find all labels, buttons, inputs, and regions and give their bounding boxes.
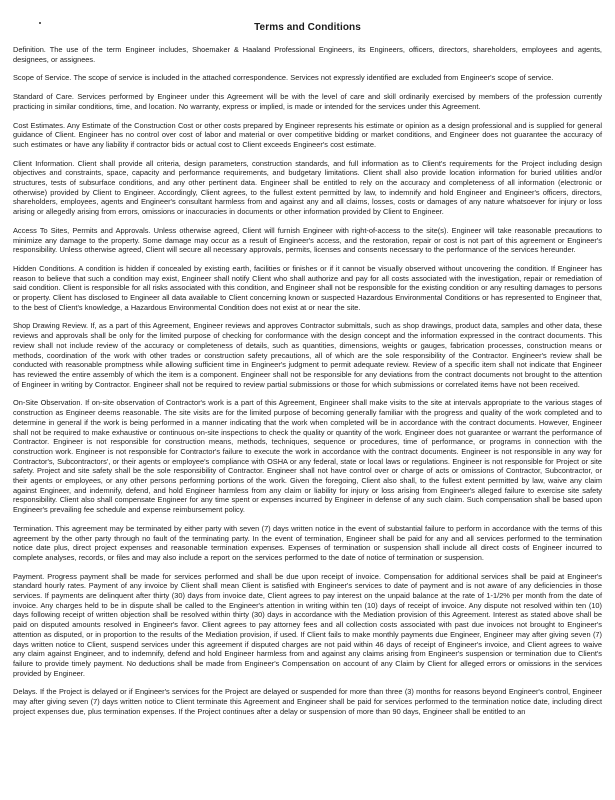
document-body [13,45,602,716]
paragraph-payment: Payment. Progress payment shall be made for services performed and shall be due upon receipt of invoice. Compensation for additional services shall be paid at Engineer's standard hourly rates. Payment of any invoice by Client shall mean Client is satisfied with Engineer's services to date of payment and is not aware of any deficiencies in those services. If payments are delinquent after thirty (30) days from invoice date, Client agrees to pay interest on the unpaid balance at the rate of 1-1/2% per month from the date of invoice. Any charges held to be in dispute shall be called to the Engineer's attention in writing within ten (10) days of receipt of invoice. Any dispute not resolved within ten (10) days following receipt of written objection shall be resolved within thirty (30) days in accordance with the Mediation provision of this Agreement. Interest as stated above shall be paid on disputed amounts resolved in Engineer's favor. Client agrees to pay attorney fees and all collection costs associated with past due invoices not brought to Engineer's attention as disputed, or in proportion to the results of the Mediation provision, if used. If Client fails to make monthly payments due Engineer, Engineer may after giving seven (7) days written notice to Client, suspend services under this agreement if disputed charges are not paid within 46 days of receipt of Engineer's invoice, and Client agrees to waive any claim against Engineer, and to indemnify, defend and hold Engineer harmless from and against any claims arising from Engineer's suspension or termination due to Client's failure to provide timely payment. No deductions shall be made from Engineer's Compensation on account of any Claim by Client for alleged errors or omissions in the services provided by Engineer. [13,571,602,678]
page-title: Terms and Conditions [254,22,361,33]
paragraph-definition: Definition. The use of the term Engineer includes, Shoemaker & Haaland Professional Engineers, its Engineers, officers, directors, shareholders, employees and agents, designees, or assignees. [13,45,602,64]
scan-artifact-dot [39,22,41,24]
paragraph-standard-of-care: Standard of Care. Services performed by Engineer under this Agreement will be with the level of care and skill ordinarily exercised by members of the profession currently practicing in similar conditions, time, and location. No warranty, express or implied, is made or intended for the services under this Agreement. [13,92,602,111]
paragraph-delays: Delays. If the Project is delayed or if Engineer's services for the Project are delayed or suspended for more than three (3) months for reasons beyond Engineer's control, Engineer may after giving seven (7) days written notice to Client terminate this Agreement and Engineer shall be paid for services performed to the termination notice date, including direct project expenses due, plus termination expenses. If the Project continues after a delay or suspension of more than 90 days, Engineer shall be entitled to an [13,687,602,716]
paragraph-on-site-observation: On-Site Observation. If on-site observation of Contractor's work is a part of this Agreement, Engineer shall make visits to the site at intervals appropriate to the various stages of construction as Engineer deems reasonable. The site visits are for the limited purpose of becoming generally familiar with the progress and quality of the work completed and to determine in general if the work is being performed in a manner indicating that the work when completed will be in accordance with the contract documents. However, Engineer shall not be required to make exhaustive or continuous on-site inspections to check the quality or quantity of the work. Engineer does not guarantee or warrant the performance of Contractor. Engineer is not responsible for construction means, methods, techniques, sequence or procedures, time of performance, or programs in connection with the construction work. Engineer is not responsible for Contractor's failure to execute the work in accordance with the contract documents. Engineer is not responsible in any way for Contractor's, Subcontractors', or their agents or employee's compliance with OSHA or any federal, state or local laws or regulations. Engineer is not responsible for Project or site safety. Project and site safety shall be the sole responsibility of Contractor. Engineer shall not have control over or charge of acts or omissions of Contractor, Subcontractor, or their agents or employees, or any other persons performing portions of the work. Given the foregoing, Client also shall, to the fullest extent permitted by law, waive any claim against Engineer, and indemnify, defend, and hold Engineer harmless from any claim or liability for injury or loss arising from Engineer's alleged failure to exercise site safety responsibility. Client also shall compensate Engineer for any time spent or expenses incurred by Engineer in defense of any such claim. Such compensation shall be based upon Engineer's prevailing fee schedule and expense reimbursement policy. [13,398,602,515]
paragraph-client-information: Client Information. Client shall provide all criteria, design parameters, construction standards, and full information as to Client's requirements for the Project including design objectives and constraints, space, capacity and performance requirements, and budgetary limitations. Client shall also provide location information for buried utilities and/or structures, tests of subsurface conditions, and any other pertinent data. Engineer shall be entitled to rely on the accuracy and completeness of all information (electronic or otherwise) provided by Client to Engineer. Accordingly, Client agrees, to the fullest extent permitted by law, to indemnify and hold Engineer and Engineer's officers, directors, shareholders, employees, agents and Engineer's consultant harmless from and against any and all claims, losses, costs or damages of any nature whatsoever for injury or loss arising or allegedly arising from errors, omissions or inaccuracies in documents or other information provided by Client to Engineer. [13,158,602,217]
paragraph-shop-drawing-review: Shop Drawing Review. If, as a part of this Agreement, Engineer reviews and approves Contractor submittals, such as shop drawings, product data, samples and other data, these reviews and approvals shall be only for the limited purpose of checking for conformance with the design concept and the information expressed in the contract documents. This review shall not include review of the accuracy or completeness of details, such as quantities, dimensions, weights or gauges, fabrication processes, construction means or methods, coordination of the work with other trades or construction safety precautions, all of which are the sole responsibility of the Contractor. Engineer's review shall be conducted with reasonable promptness while allowing sufficient time in Engineer's judgment to permit adequate review. Review of a specific item shall not indicate that Engineer has reviewed the entire assembly of which the item is a component. Engineer shall not be responsible for any deviations from the contract documents not brought to the attention of Engineer in writing by Contractor. Engineer shall not be required to review partial submissions or those for which submissions or correlated items have not been received. [13,321,602,389]
paragraph-access-to-sites: Access To Sites, Permits and Approvals. Unless otherwise agreed, Client will furnish Engineer with right-of-access to the site(s). Engineer will take reasonable precautions to minimize any damage to the property. Some damage may occur as a result of Engineer's access, and the restoration, repair or cost is not part of this agreement or Engineer's responsibility. Unless otherwise agreed, Client will secure all necessary approvals, permits, licenses and consents necessary to the performance of the services hereunder. [13,225,602,255]
paragraph-scope-of-service: Scope of Service. The scope of service is included in the attached correspondence. Services not expressly identified are excluded from Engineer's scope of service. [13,73,554,83]
paragraph-hidden-conditions: Hidden Conditions. A condition is hidden if concealed by existing earth, facilities or finishes or if it cannot be visually observed without uncovering the condition. If Engineer has reason to believe that such a condition may exist, Engineer shall notify Client who shall authorize and pay for all costs associated with the investigation, repair or remediation of said condition. Client is responsible for all risks associated with this condition, and Engineer shall not be responsible for the existing condition or any resulting damages to persons or property. Client has disclosed to Engineer all data available to Client concerning known or suspected Hazardous Environmental Conditions or has represented to Engineer that, to the best of Client's knowledge, a Hazardous Environmental Condition does not exist at or near the site. [13,263,602,312]
paragraph-cost-estimates: Cost Estimates. Any Estimate of the Construction Cost or other costs prepared by Engineer represents his estimate or opinion as a design professional and is supplied for general guidance of Client. Engineer has no control over cost of labor and material or over competitive bidding or market conditions, and Engineer does not guarantee the accuracy of such estimates or have any liability if contractor bids or actual cost to Client exceeds Engineer's cost estimate. [13,120,602,149]
paragraph-termination: Termination. This agreement may be terminated by either party with seven (7) days written notice in the event of substantial failure to perform in accordance with the terms of this agreement by the other party through no fault of the terminating party. In the event of termination, Engineer shall be paid for any and all services performed to the termination notice date plus, direct project expenses and reasonable termination expenses. Expenses of termination or suspension shall include all direct costs of Engineer incurred to complete analyses, records, or files and may also include a report on the services performed to the date of notice of termination or suspension. [13,523,602,562]
